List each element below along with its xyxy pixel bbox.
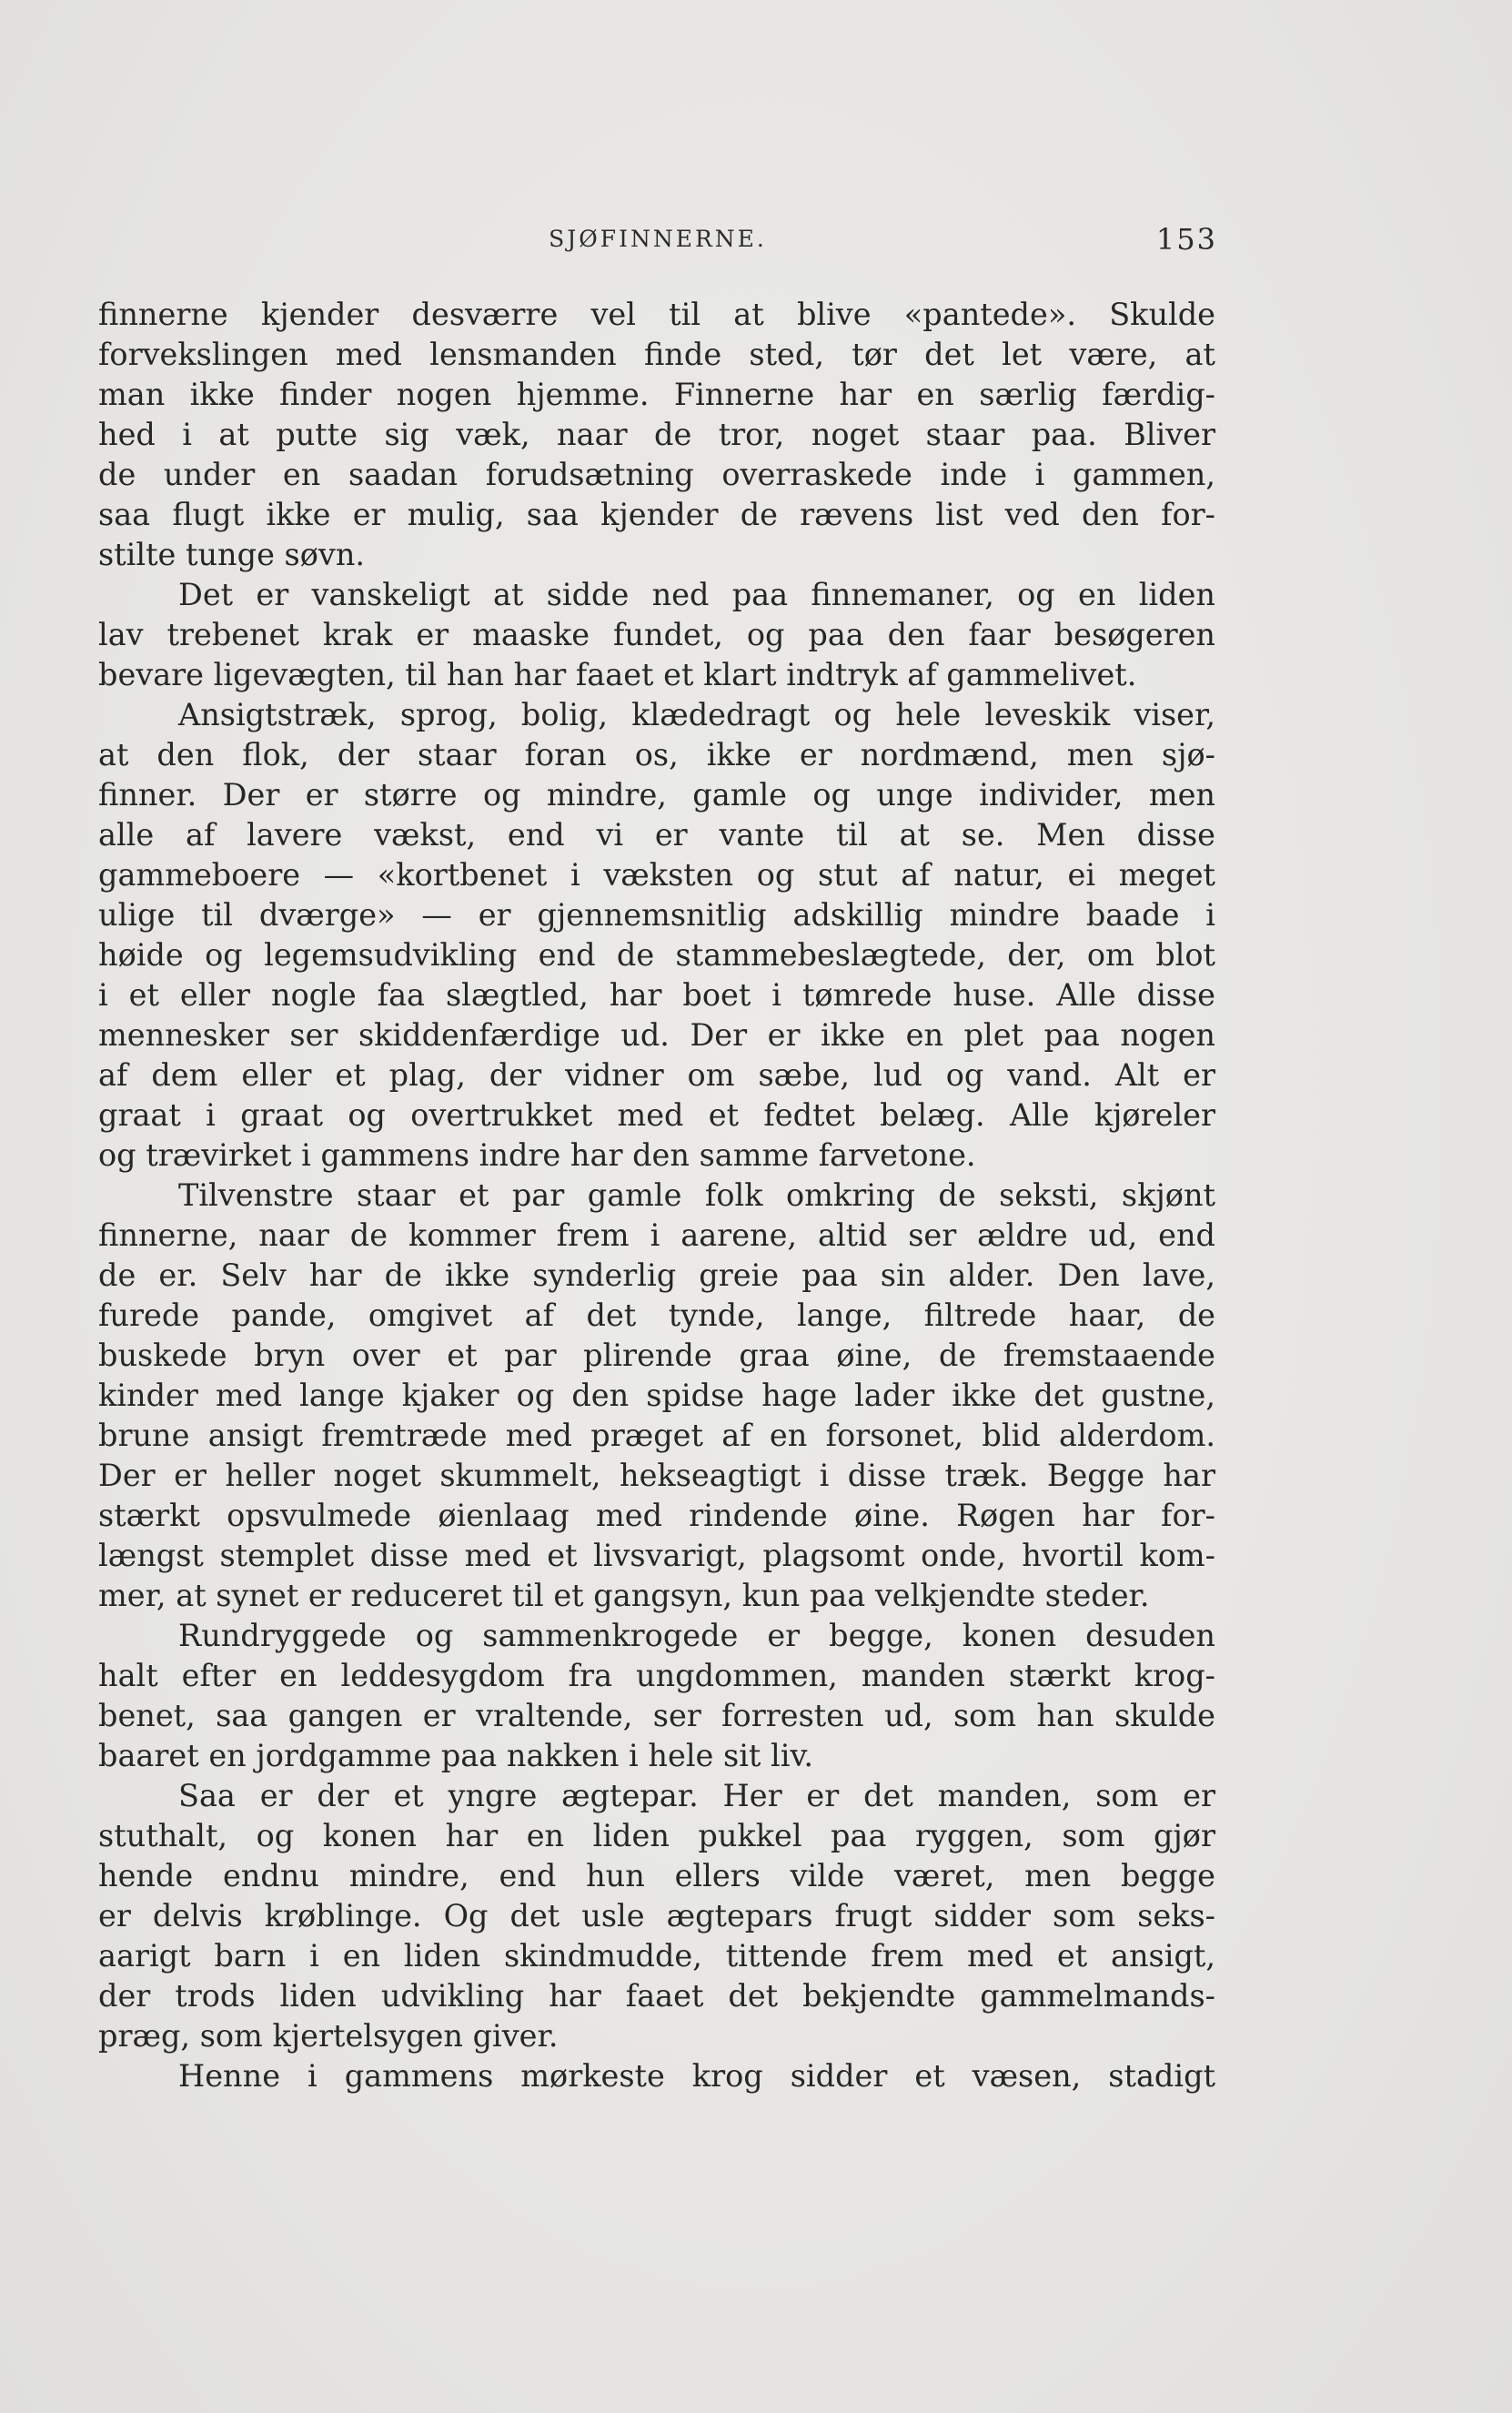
text-line: mennesker ser skiddenfærdige ud. Der er ikke en plet paa nogen <box>98 1017 1215 1053</box>
text-line: benet, saa gangen er vraltende, ser forresten ud, som han skulde <box>98 1698 1215 1733</box>
text-line: furede pande, omgivet af det tynde, lange, filtrede haar, de <box>98 1297 1215 1333</box>
text-line: der trods liden udvikling har faaet det bekjendte gammelmands- <box>98 1978 1215 2014</box>
text-line: Tilvenstre staar et par gamle folk omkring de seksti, skjønt <box>178 1177 1215 1213</box>
text-line: halt efter en leddesygdom fra ungdommen, manden stærkt krog- <box>98 1658 1215 1693</box>
text-line: finner. Der er større og mindre, gamle og unge individer, men <box>98 777 1215 813</box>
text-line: Henne i gammens mørkeste krog sidder et væsen, stadigt <box>178 2058 1215 2094</box>
text-line: alle af lavere vækst, end vi er vante til at se. Men disse <box>98 817 1215 853</box>
text-line: længst stemplet disse med et livsvarigt, plagsomt onde, hvortil kom- <box>98 1538 1215 1573</box>
text-line: mer, at synet er reduceret til et gangsyn, kun paa velkjendte steder. <box>98 1578 1150 1613</box>
text-line: saa flugt ikke er mulig, saa kjender de rævens list ved den for- <box>98 497 1215 532</box>
text-line: lav trebenet krak er maaske fundet, og paa den faar besøgeren <box>98 617 1215 652</box>
text-line: aarigt barn i en liden skindmudde, tittende frem med et ansigt, <box>98 1938 1215 1974</box>
text-line: graat i graat og overtrukket med et fedtet belæg. Alle kjøreler <box>98 1097 1215 1133</box>
text-line: finnerne kjender desværre vel til at blive «pantede». Skulde <box>98 297 1215 332</box>
text-line: man ikke finder nogen hjemme. Finnerne har en særlig færdig- <box>98 377 1215 412</box>
running-title: SJØFINNERNE. <box>549 226 767 252</box>
text-line: ulige til dværge» — er gjennemsnitlig adskillig mindre baade i <box>98 897 1215 933</box>
text-line: og trævirket i gammens indre har den samme farvetone. <box>98 1137 976 1173</box>
text-line: i et eller nogle faa slægtled, har boet i tømrede huse. Alle disse <box>98 977 1215 1013</box>
text-line: baaret en jordgamme paa nakken i hele sit liv. <box>98 1738 814 1773</box>
text-line: stærkt opsvulmede øienlaag med rindende øine. Røgen har for- <box>98 1498 1215 1533</box>
text-line: af dem eller et plag, der vidner om sæbe, lud og vand. Alt er <box>98 1057 1215 1093</box>
text-line: Der er heller noget skummelt, hekseagtigt i disse træk. Begge har <box>98 1458 1215 1493</box>
text-line: stilte tunge søvn. <box>98 537 366 572</box>
text-line: Saa er der et yngre ægtepar. Her er det manden, som er <box>178 1778 1215 1813</box>
text-line: stuthalt, og konen har en liden pukkel paa ryggen, som gjør <box>98 1818 1215 1853</box>
page-number: 153 <box>1155 222 1217 257</box>
text-line: bevare ligevægten, til han har faaet et klart indtryk af gammelivet. <box>98 657 1137 692</box>
text-line: er delvis krøblinge. Og det usle ægtepars frugt sidder som seks- <box>98 1898 1215 1933</box>
text-line: Det er vanskeligt at sidde ned paa finnemaner, og en liden <box>178 577 1215 612</box>
text-line: de er. Selv har de ikke synderlig greie paa sin alder. Den lave, <box>98 1257 1215 1293</box>
text-line: kinder med lange kjaker og den spidse hage lader ikke det gustne, <box>98 1378 1215 1413</box>
text-line: finnerne, naar de kommer frem i aarene, altid ser ældre ud, end <box>98 1217 1215 1253</box>
text-line: høide og legemsudvikling end de stammebeslægtede, der, om blot <box>98 937 1215 973</box>
body-text <box>98 295 1215 2096</box>
text-line: hed i at putte sig væk, naar de tror, noget staar paa. Bliver <box>98 417 1215 452</box>
text-line: buskede bryn over et par plirende graa øine, de fremstaaende <box>98 1338 1215 1373</box>
text-line: gammeboere — «kortbenet i væksten og stut af natur, ei meget <box>98 857 1215 893</box>
text-line: præg, som kjertelsygen giver. <box>98 2018 559 2054</box>
text-line: Rundryggede og sammenkrogede er begge, konen desuden <box>178 1618 1215 1653</box>
text-line: de under en saadan forudsætning overraskede inde i gammen, <box>98 457 1215 492</box>
text-line: brune ansigt fremtræde med præget af en forsonet, blid alderdom. <box>98 1418 1215 1453</box>
text-line: forvekslingen med lensmanden finde sted, tør det let være, at <box>98 337 1215 372</box>
text-line: at den flok, der staar foran os, ikke er nordmænd, men sjø- <box>98 737 1215 772</box>
page-header <box>98 222 1217 258</box>
text-line: Ansigtstræk, sprog, bolig, klædedragt og hele leveskik viser, <box>178 697 1215 732</box>
text-line: hende endnu mindre, end hun ellers vilde været, men begge <box>98 1858 1215 1893</box>
